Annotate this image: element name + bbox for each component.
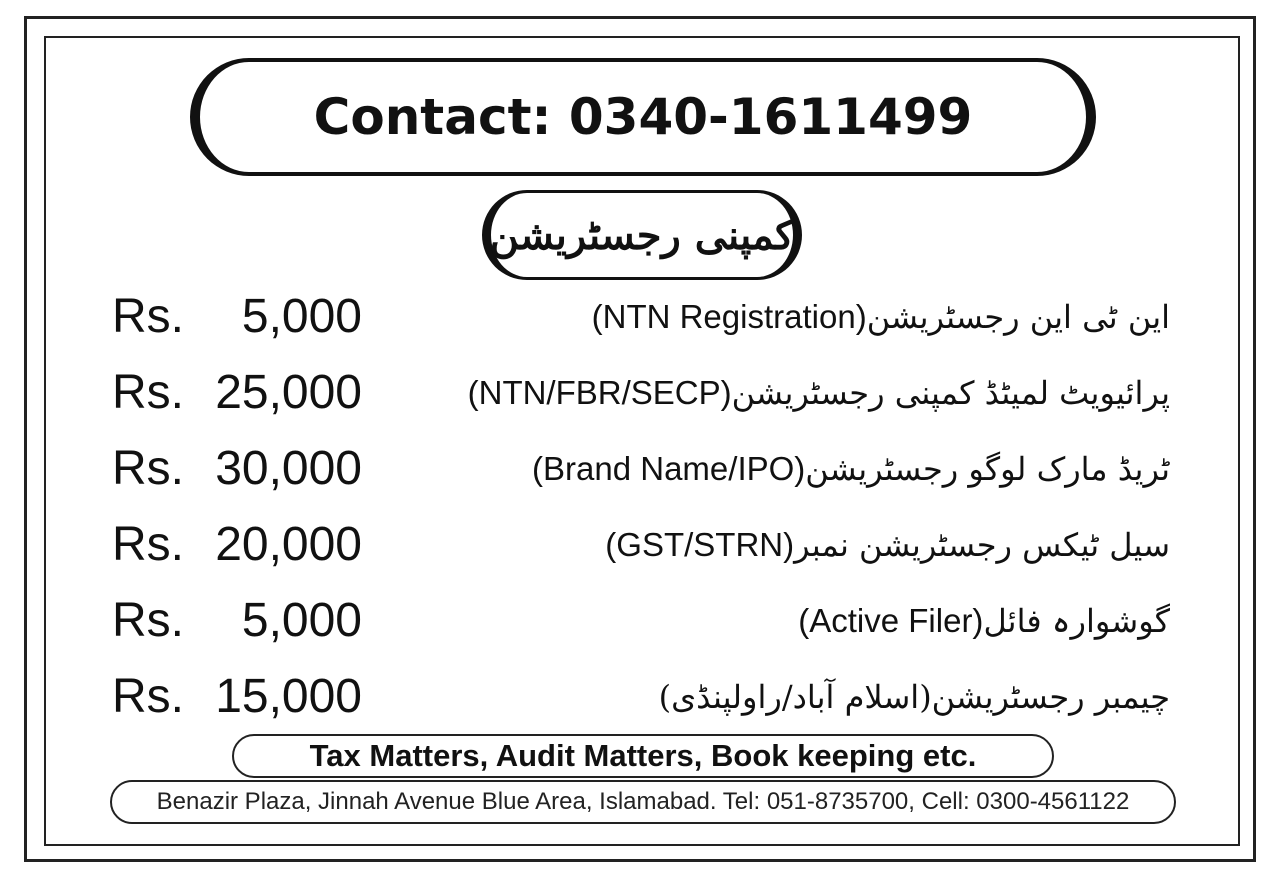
price-amount: 5,000 — [241, 290, 362, 343]
price — [112, 586, 362, 656]
address-banner — [110, 780, 1176, 824]
service-english: (Active Filer) — [798, 602, 984, 639]
heading-banner — [482, 190, 802, 280]
service-urdu: ٹریڈ مارک لوگو رجسٹریشن — [805, 450, 1170, 488]
service-row — [0, 510, 1280, 580]
price-amount: 30,000 — [215, 442, 362, 495]
service-name — [592, 282, 1170, 352]
contact-number: Contact: 0340-1611499 — [313, 88, 973, 146]
price — [112, 282, 362, 352]
service-english: (NTN Registration) — [591, 298, 867, 335]
service-urdu: گوشوارہ فائل — [983, 602, 1170, 640]
service-name — [798, 586, 1170, 656]
tax-services-text: Tax Matters, Audit Matters, Book keeping etc. — [309, 738, 977, 773]
currency-label: Rs. — [112, 594, 184, 647]
price — [112, 510, 362, 580]
service-urdu: پرائیویٹ لمیٹڈ کمپنی رجسٹریشن — [731, 374, 1170, 412]
service-english: (GST/STRN) — [605, 526, 795, 563]
service-name — [468, 358, 1170, 428]
address-text: Benazir Plaza, Jinnah Avenue Blue Area, Islamabad. Tel: 051-8735700, Cell: 0300-4561122 — [156, 788, 1130, 815]
service-row — [0, 662, 1280, 732]
service-row — [0, 282, 1280, 352]
service-urdu: سیل ٹیکس رجسٹریشن نمبر — [794, 526, 1170, 564]
currency-label: Rs. — [112, 290, 184, 343]
service-row — [0, 434, 1280, 504]
price-amount: 5,000 — [241, 594, 362, 647]
service-row — [0, 586, 1280, 656]
price — [112, 358, 362, 428]
price — [112, 662, 362, 732]
service-english: (Brand Name/IPO) — [532, 450, 806, 487]
service-urdu: این ٹی این رجسٹریشن — [866, 298, 1170, 336]
service-location: (اسلام آباد/راولپنڈی) — [658, 678, 932, 716]
contact-banner — [190, 58, 1096, 176]
page-title: کمپنی رجسٹریشن — [489, 211, 795, 259]
service-name — [532, 434, 1170, 504]
service-row — [0, 358, 1280, 428]
service-urdu: چیمبر رجسٹریشن — [931, 678, 1170, 716]
price-amount: 15,000 — [215, 670, 362, 723]
currency-label: Rs. — [112, 366, 184, 419]
price — [112, 434, 362, 504]
service-name — [605, 510, 1170, 580]
tax-services-banner — [232, 734, 1054, 778]
price-amount: 20,000 — [215, 518, 362, 571]
service-name — [659, 662, 1170, 732]
currency-label: Rs. — [112, 518, 184, 571]
service-english: (NTN/FBR/SECP) — [467, 374, 732, 411]
currency-label: Rs. — [112, 670, 184, 723]
currency-label: Rs. — [112, 442, 184, 495]
price-amount: 25,000 — [215, 366, 362, 419]
